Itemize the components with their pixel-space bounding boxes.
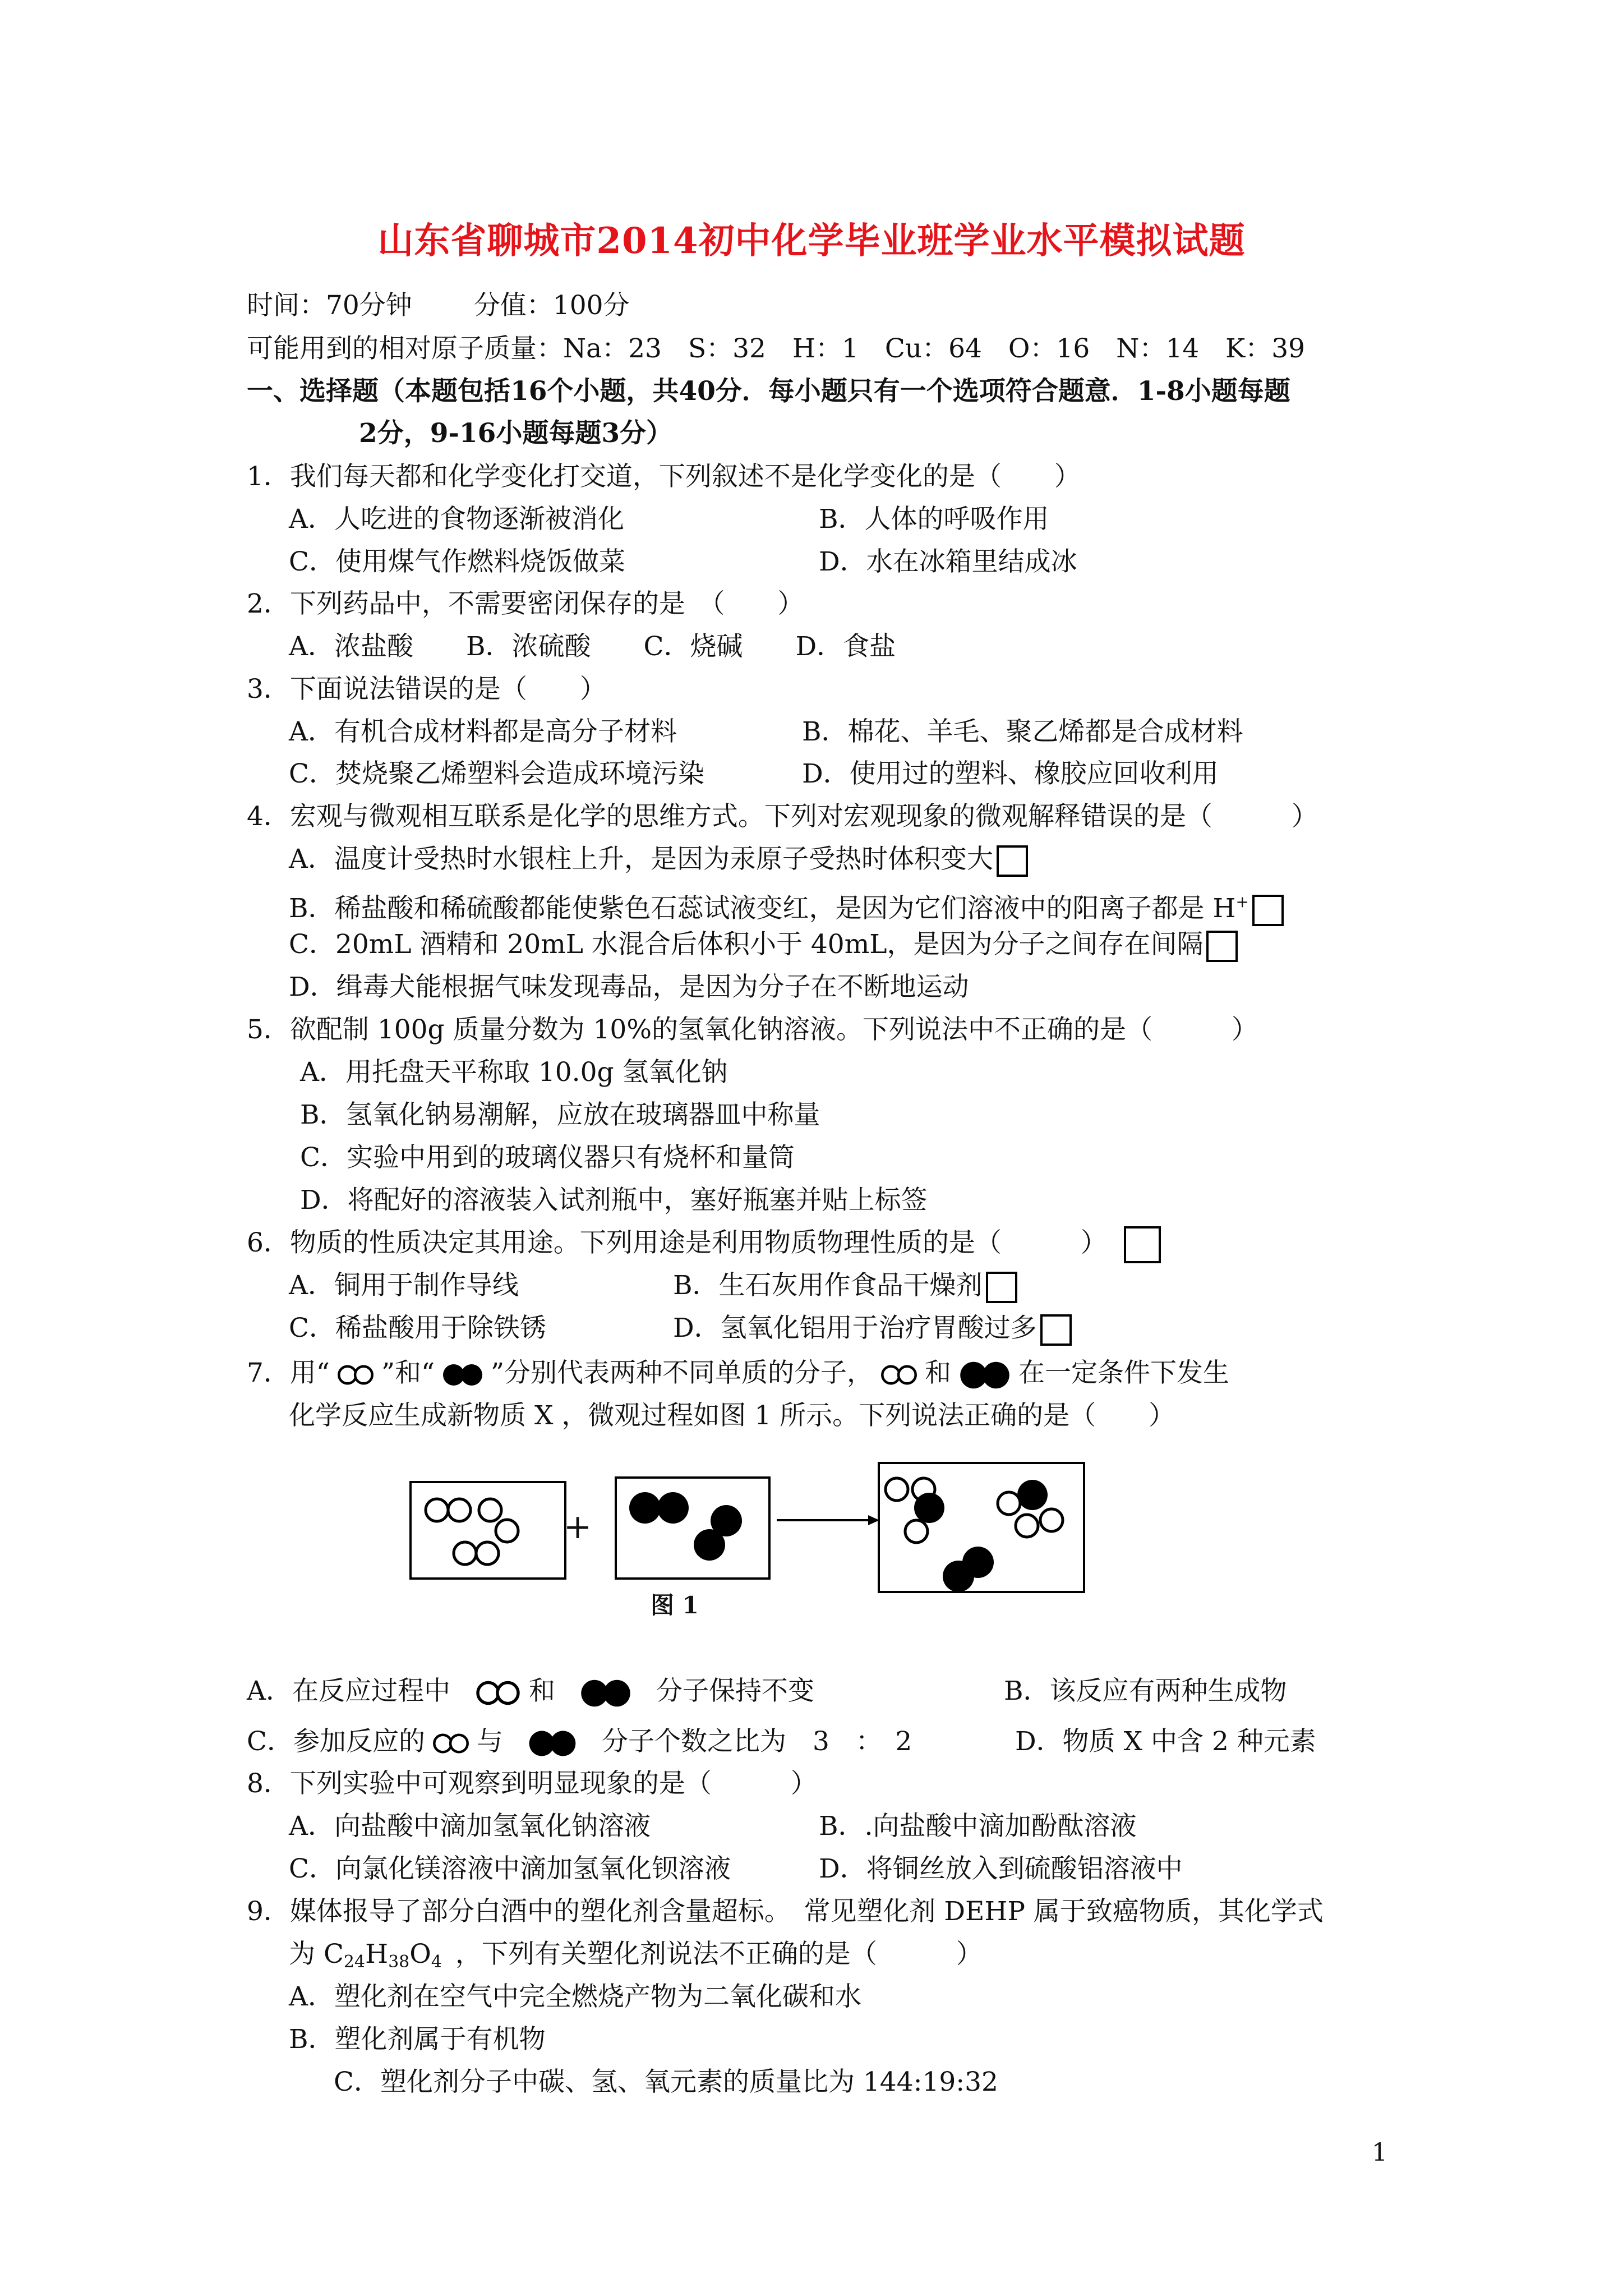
answer-box[interactable]	[997, 845, 1028, 877]
q9-text: ，下列有关塑化剂说法不正确的是（ ）	[455, 1939, 983, 1970]
q6-option-b-text: B．生石灰用作食品干燥剂	[673, 1270, 983, 1301]
q7-option-c	[247, 1725, 912, 1759]
page-title: 山东省聊城市2014初中化学毕业班学业水平模拟试题	[377, 220, 1246, 262]
q9-text: 为 C	[289, 1939, 344, 1970]
q7-text: ”和“	[381, 1358, 435, 1388]
q9-subscript: 38	[388, 1952, 410, 1972]
q3-option-c: C．焚烧聚乙烯塑料会造成环境污染	[289, 758, 704, 789]
section-heading-cont: 2分，9-16小题每题3分）	[359, 418, 673, 449]
q7-option-d: D．物质 X 中含 2 种元素	[1015, 1726, 1316, 1757]
q6-option-a: A．铜用于制作导线	[289, 1270, 519, 1301]
q9-stem: 9．媒体报导了部分白酒中的塑化剂含量超标。 常见塑化剂 DEHP 属于致癌物质，其化学式	[247, 1896, 1324, 1927]
q7-option-a-text: 和	[528, 1676, 555, 1706]
atomic-mass-line: 可能用到的相对原子质量：Na：23 S：32 H：1 Cu：64 O：16 N：14 K：39	[247, 333, 1306, 364]
q9-option-b: B．塑化剂属于有机物	[289, 2024, 546, 2055]
exam-time	[247, 289, 630, 323]
q5-option-a: A．用托盘天平称取 10.0g 氢氧化钠	[300, 1057, 728, 1088]
q4-option-c-text: C．20mL 酒精和 20mL 水混合后体积小于 40mL，是因为分子之间存在间隔	[289, 929, 1204, 960]
q7-option-c-text: C．参加反应的	[247, 1726, 425, 1757]
q5-option-c: C．实验中用到的玻璃仪器只有烧杯和量筒	[300, 1142, 795, 1173]
page-number: 1	[1372, 2138, 1387, 2167]
q4-stem: 4．宏观与微观相互联系是化学的思维方式。下列对宏观现象的微观解释错误的是（ ）	[247, 801, 1318, 832]
answer-box[interactable]	[1040, 1314, 1072, 1346]
q8-stem: 8．下列实验中可观察到明显现象的是（ ）	[247, 1768, 817, 1799]
q4-option-c	[289, 928, 1238, 962]
q6-option-b	[673, 1269, 1017, 1303]
q5-option-d: D．将配好的溶液装入试剂瓶中，塞好瓶塞并贴上标签	[300, 1185, 928, 1216]
q8-option-a: A．向盐酸中滴加氢氧化钠溶液	[289, 1811, 651, 1842]
answer-box[interactable]	[986, 1272, 1017, 1303]
q1-option-b: B．人体的呼吸作用	[819, 504, 1049, 535]
black-molecule-icon	[578, 1678, 634, 1709]
q9-text: H	[365, 1939, 389, 1970]
reactant-box-black	[615, 1476, 771, 1580]
q1-option-a: A．人吃进的食物逐渐被消化	[289, 504, 624, 535]
figure-caption: 图 1	[651, 1591, 699, 1619]
q4-option-b	[289, 885, 1284, 926]
answer-box[interactable]	[1206, 931, 1238, 962]
q7-text: ”分别代表两种不同单质的分子，	[491, 1358, 874, 1388]
black-molecule-icon	[440, 1363, 485, 1387]
q7-option-c-text: 分子个数之比为 3 ： 2	[601, 1726, 912, 1757]
q6-stem	[247, 1226, 1161, 1263]
q7-option-b: B．该反应有两种生成物	[1004, 1676, 1287, 1706]
q3-stem: 3．下面说法错误的是（ ）	[247, 674, 606, 705]
q9-subscript: 24	[343, 1952, 366, 1972]
q6-option-d-text: D．氢氧化铝用于治疗胃酸过多	[673, 1313, 1037, 1343]
q7-text: 和	[925, 1358, 952, 1388]
white-molecule-icon	[335, 1364, 376, 1386]
reactant-box-white	[409, 1481, 566, 1580]
q3-option-a: A．有机合成材料都是高分子材料	[289, 716, 677, 747]
q5-option-b: B．氢氧化钠易潮解，应放在玻璃器皿中称量	[300, 1099, 820, 1130]
white-molecule-icon	[431, 1732, 471, 1755]
q2-stem: 2．下列药品中，不需要密闭保存的是 （ ）	[247, 588, 804, 619]
answer-box[interactable]	[1124, 1226, 1161, 1263]
q9-option-a: A．塑化剂在空气中完全燃烧产物为二氧化碳和水	[289, 1981, 861, 2012]
q1-option-d: D．水在冰箱里结成冰	[819, 546, 1077, 577]
q6-stem-text: 6．物质的性质决定其用途。下列用途是利用物质物理性质的是（ ）	[247, 1227, 1107, 1258]
q7-text: 在一定条件下发生	[1018, 1358, 1230, 1388]
black-molecules-drawing	[617, 1479, 768, 1577]
q8-option-d: D．将铜丝放入到硫酸铝溶液中	[819, 1853, 1183, 1884]
section-heading: 一、选择题（本题包括16个小题，共40分．每小题只有一个选项符合题意．1-8小题每题	[247, 376, 1290, 407]
black-molecule-icon	[957, 1360, 1013, 1391]
q9-text: O	[409, 1939, 431, 1970]
q9-formula-line	[289, 1938, 983, 1979]
q7-option-c-text: 与	[476, 1726, 503, 1757]
q8-option-b: B．.向盐酸中滴加酚酞溶液	[819, 1811, 1137, 1842]
white-molecule-icon	[879, 1364, 919, 1386]
q2-options: A．浓盐酸 B．浓硫酸 C．烧碱 D．食盐	[289, 631, 896, 662]
q9-subscript: 4	[431, 1952, 442, 1972]
q1-stem: 1．我们每天都和化学变化打交道，下列叙述不是化学变化的是（ ）	[247, 461, 1081, 492]
plus-sign: +	[563, 1507, 592, 1547]
reaction-arrow-icon	[774, 1509, 880, 1531]
q7-stem	[247, 1356, 1229, 1391]
time-text: 时间：70分钟	[247, 290, 412, 321]
q1-option-c: C．使用煤气作燃料烧饭做菜	[289, 546, 625, 577]
white-molecules-drawing	[412, 1483, 564, 1577]
q5-stem: 5．欲配制 100g 质量分数为 10%的氢氧化钠溶液。下列说法中不正确的是（ ）	[247, 1014, 1258, 1045]
q4-option-a-text: A．温度计受热时水银柱上升，是因为汞原子受热时体积变大	[289, 844, 993, 875]
q3-option-d: D．使用过的塑料、橡胶应回收利用	[802, 758, 1219, 789]
q7-stem-cont: 化学反应生成新物质 X ，微观过程如图 1 所示。下列说法正确的是（ ）	[289, 1400, 1175, 1431]
q8-option-c: C．向氯化镁溶液中滴加氢氧化钡溶液	[289, 1853, 731, 1884]
black-molecule-icon	[525, 1729, 579, 1758]
q6-option-d	[673, 1312, 1072, 1346]
q4-option-b-text: B．稀盐酸和稀硫酸都能使紫色石蕊试液变红，是因为它们溶液中的阳离子都是 H	[289, 893, 1236, 924]
q9-option-c: C．塑化剂分子中碳、氢、氧元素的质量比为 144:19:32	[334, 2067, 998, 2097]
score-text: 分值：100分	[473, 290, 630, 321]
product-box	[878, 1462, 1085, 1593]
q3-option-b: B．棉花、羊毛、聚乙烯都是合成材料	[802, 716, 1243, 747]
q7-option-a-text: A．在反应过程中	[247, 1676, 450, 1706]
q7-text: 7．用“	[247, 1358, 330, 1388]
white-molecule-icon	[473, 1680, 523, 1706]
q6-option-c: C．稀盐酸用于除铁锈	[289, 1313, 546, 1343]
q7-option-a	[247, 1674, 814, 1709]
q4-option-d: D．缉毒犬能根据气味发现毒品，是因为分子在不断地运动	[289, 972, 969, 1002]
product-molecules-drawing	[880, 1464, 1083, 1591]
answer-box[interactable]	[1252, 895, 1284, 926]
hydrogen-ion-charge: +	[1235, 892, 1249, 911]
q4-option-a	[289, 843, 1028, 877]
q7-option-a-text: 分子保持不变	[656, 1676, 814, 1706]
